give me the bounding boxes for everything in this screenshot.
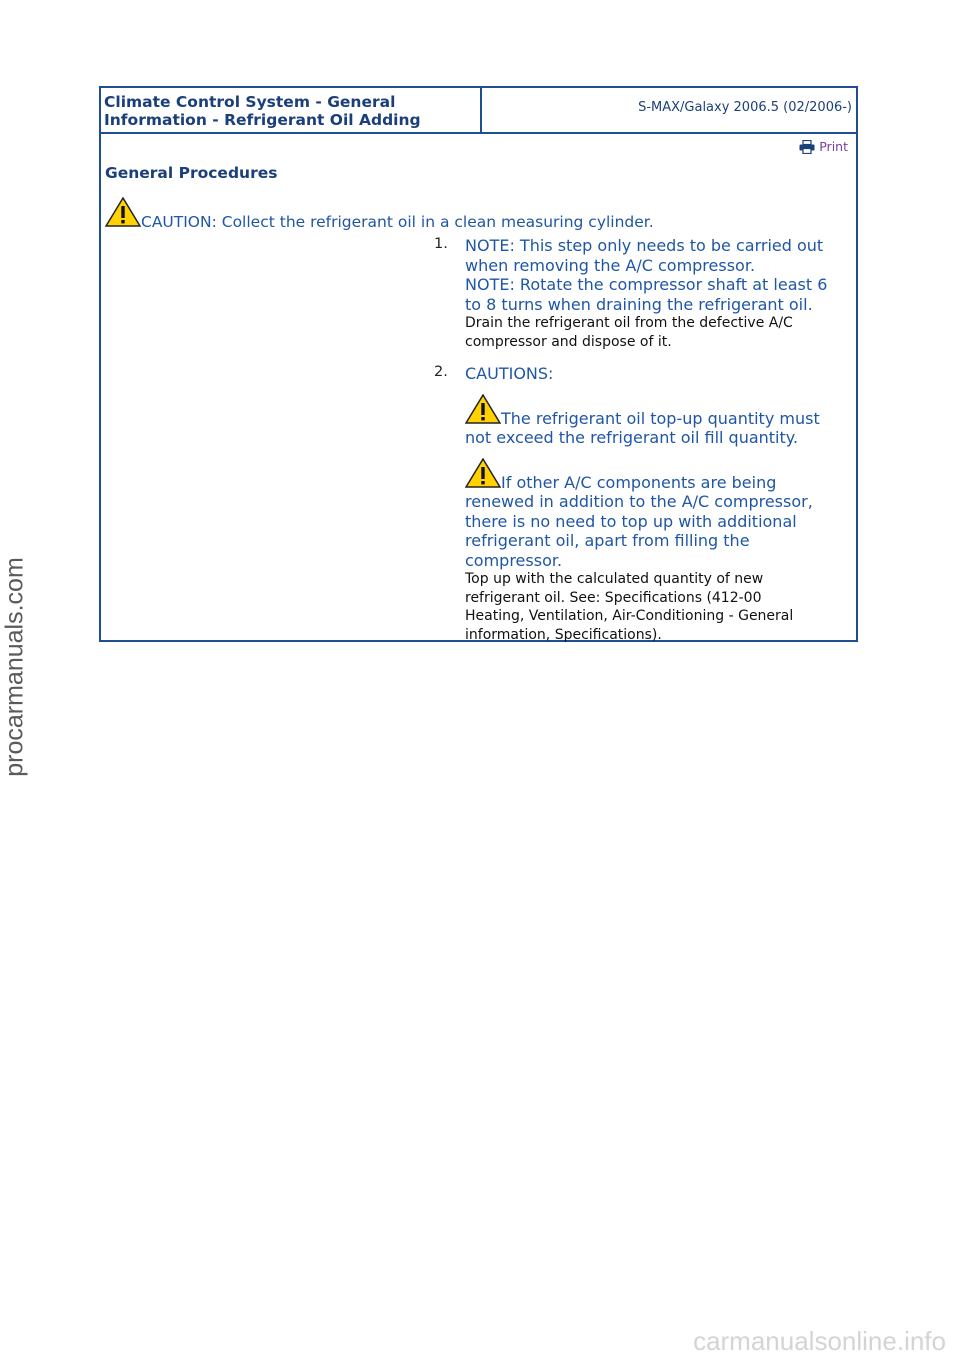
- caution-line: [465, 394, 845, 429]
- print-link[interactable]: [799, 139, 848, 154]
- step-text-line: compressor and dispose of it.: [465, 333, 672, 350]
- warning-icon: [105, 197, 141, 236]
- top-caution: [105, 197, 654, 236]
- section-title: General Procedures: [105, 164, 278, 182]
- step-text-line: refrigerant oil. See: Specifications (412-00: [465, 589, 762, 606]
- caution-block: [465, 394, 845, 448]
- model-label: S-MAX/Galaxy 2006.5 (02/2006-): [638, 100, 852, 115]
- step-text-line: information, Specifications).: [465, 626, 662, 643]
- caution-text: there is no need to top up with additional: [465, 511, 797, 531]
- warning-icon: [465, 394, 501, 429]
- caution-text: compressor.: [465, 550, 563, 570]
- warning-icon: [465, 458, 501, 493]
- caution-text: renewed in addition to the A/C compressor,: [465, 492, 813, 511]
- step-text-line: Heating, Ventilation, Air-Conditioning - General: [465, 608, 794, 624]
- caution-text: refrigerant oil, apart from filling the: [465, 531, 750, 550]
- procedure-frame: [99, 86, 858, 642]
- note-line: when removing the A/C compressor.: [465, 255, 756, 275]
- caution-text: If other A/C components are being: [501, 472, 777, 492]
- caution-text: The refrigerant oil top-up quantity must: [501, 408, 820, 428]
- print-label: Print: [819, 139, 848, 154]
- caution-text: not exceed the refrigerant oil fill quantity.: [465, 428, 799, 447]
- note-line: to 8 turns when draining the refrigerant oil.: [465, 294, 813, 314]
- step-body: [465, 236, 845, 351]
- header: [101, 88, 856, 134]
- title-line: Information - Refrigerant Oil Adding: [104, 111, 421, 129]
- bottom-watermark: carmanualsonline.info: [693, 1326, 946, 1356]
- cautions-heading: CAUTIONS:: [465, 364, 554, 383]
- caution-block: [465, 458, 845, 571]
- caution-line: [465, 458, 845, 493]
- side-watermark-text: procarmanuals.com: [0, 557, 29, 777]
- step-number: 2.: [434, 364, 448, 380]
- header-divider: [480, 88, 482, 132]
- step-text-line: Top up with the calculated quantity of new: [465, 571, 764, 587]
- title-line: Climate Control System - General: [104, 93, 396, 111]
- page-title: [104, 93, 474, 129]
- printer-icon: [799, 140, 815, 154]
- step-text-line: Drain the refrigerant oil from the defective A/C: [465, 315, 793, 331]
- top-caution-text: CAUTION: Collect the refrigerant oil in a clean measuring cylinder.: [141, 213, 654, 231]
- note-line: NOTE: Rotate the compressor shaft at least 6: [465, 275, 828, 294]
- step-number: 1.: [434, 236, 448, 252]
- step-body: [465, 364, 845, 644]
- note-line: NOTE: This step only needs to be carried out: [465, 236, 824, 255]
